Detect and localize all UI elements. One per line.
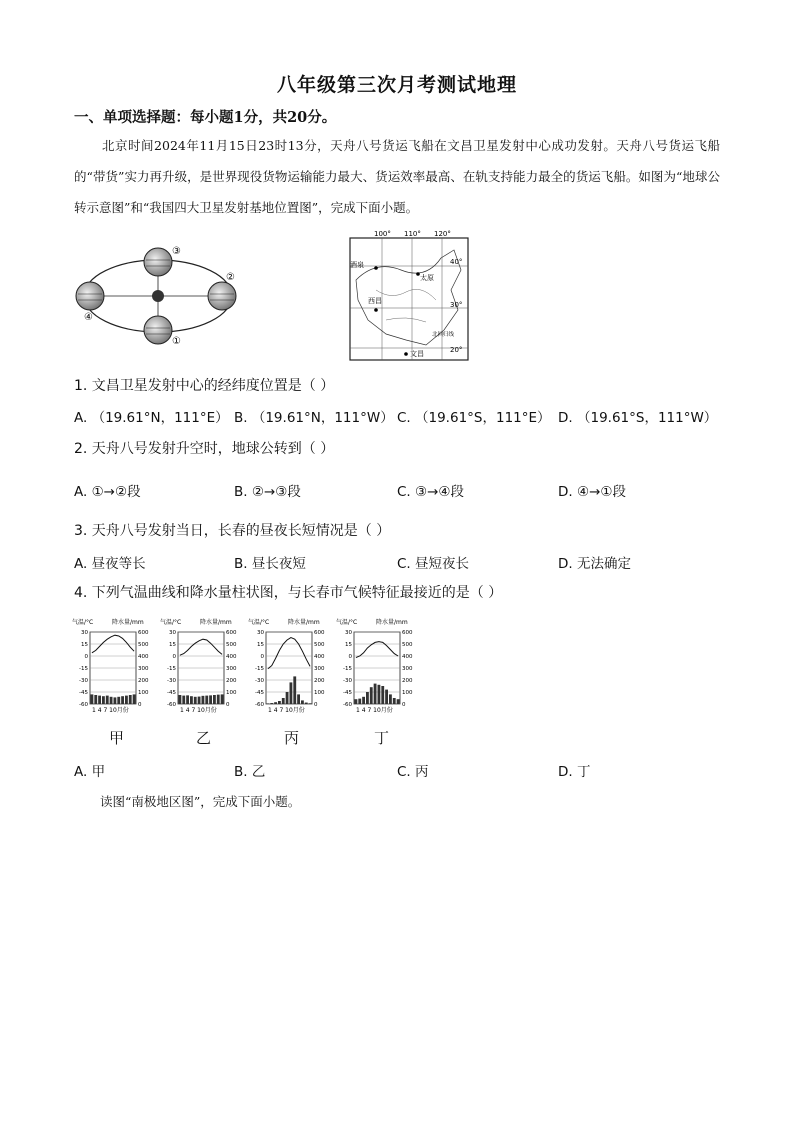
precip-bar [297, 694, 300, 704]
prec-axis-title: 降水量/mm [376, 619, 408, 626]
precip-bar [301, 700, 304, 704]
precip-bar [102, 696, 105, 704]
precip-bar [378, 685, 381, 704]
temp-tick-label: -60 [167, 702, 176, 708]
temp-tick-label: -60 [343, 702, 352, 708]
temp-axis-title: 气温/°C [336, 619, 358, 626]
precip-bar [366, 692, 369, 704]
q4-option-c[interactable]: C. 丙 [397, 764, 429, 780]
orbit-label-1: ① [172, 336, 181, 347]
temp-tick-label: -45 [79, 690, 88, 696]
q2-option-a[interactable]: A. ①→②段 [74, 484, 141, 500]
precip-bar [293, 676, 296, 704]
page-title: 八年级第三次月考测试地理 [276, 74, 517, 96]
month-axis-label: 1 4 7 10月份 [268, 707, 305, 714]
precip-bar [355, 699, 358, 704]
temp-tick-label: 15 [345, 642, 352, 648]
temp-tick-label: -30 [167, 678, 176, 684]
q4-option-d[interactable]: D. 丁 [558, 764, 591, 780]
globe-left [76, 282, 104, 310]
prec-tick-label: 300 [314, 666, 325, 672]
precip-bar [117, 697, 120, 704]
prec-tick-label: 400 [314, 654, 325, 660]
prec-tick-label: 300 [138, 666, 149, 672]
precip-bar [182, 696, 185, 704]
site-dot-wenchang [404, 352, 408, 356]
precip-bar [381, 686, 384, 704]
temp-tick-label: -60 [255, 702, 264, 708]
precip-bar [125, 696, 128, 704]
q3-option-a[interactable]: A. 昼夜等长 [74, 556, 146, 572]
site-dot-jiuquan [374, 266, 378, 270]
precip-bar [98, 696, 101, 704]
prec-tick-label: 0 [226, 702, 230, 708]
read-prompt: 读图“南极地区图”，完成下面小题。 [100, 794, 301, 809]
temp-tick-label: 30 [169, 630, 176, 636]
precip-bar [190, 696, 193, 704]
precip-bar [110, 697, 113, 704]
precip-bar [114, 697, 117, 704]
chart-name-jia: 甲 [109, 729, 125, 747]
prec-tick-label: 600 [226, 630, 237, 636]
precip-bar [91, 694, 94, 704]
lon-120: 120° [434, 230, 451, 238]
prec-tick-label: 200 [138, 678, 149, 684]
precip-bar [362, 697, 365, 704]
prec-tick-label: 400 [402, 654, 413, 660]
chart-name-ding: 丁 [374, 729, 390, 747]
precip-bar [397, 699, 400, 704]
temp-tick-label: 15 [81, 642, 88, 648]
precip-bar [305, 703, 308, 704]
orbit-label-2: ② [226, 272, 235, 283]
temp-tick-label: 15 [169, 642, 176, 648]
temp-tick-label: -30 [343, 678, 352, 684]
launch-sites-map [346, 230, 476, 364]
prec-tick-label: 600 [138, 630, 149, 636]
globe-right [208, 282, 236, 310]
precip-bar [217, 695, 220, 704]
prec-tick-label: 500 [314, 642, 325, 648]
prec-tick-label: 200 [314, 678, 325, 684]
precip-bar [374, 684, 377, 704]
q2-option-d[interactable]: D. ④→①段 [558, 484, 626, 500]
tropic-label: 北回归线 [432, 332, 455, 338]
temp-tick-label: 30 [257, 630, 264, 636]
q1-option-d[interactable]: D. （19.61°S，111°W） [558, 410, 718, 426]
prec-tick-label: 400 [138, 654, 149, 660]
precip-bar [358, 699, 361, 704]
temp-tick-label: 0 [348, 654, 352, 660]
temp-tick-label: 15 [257, 642, 264, 648]
temp-tick-label: -15 [79, 666, 88, 672]
month-axis-label: 1 4 7 10月份 [92, 707, 129, 714]
precip-bar [309, 703, 312, 704]
temp-tick-label: -60 [79, 702, 88, 708]
temp-tick-label: -45 [343, 690, 352, 696]
precip-bar [393, 698, 396, 704]
precip-bar [94, 695, 97, 704]
month-axis-label: 1 4 7 10月份 [356, 707, 393, 714]
temp-tick-label: -45 [167, 690, 176, 696]
temp-tick-label: 0 [172, 654, 176, 660]
q3-option-c[interactable]: C. 昼短夜长 [397, 556, 470, 572]
site-xichang: 西昌 [368, 297, 382, 305]
temp-tick-label: -15 [343, 666, 352, 672]
precip-bar [282, 698, 285, 704]
precip-bar [129, 695, 132, 704]
chart-name-bing: 丙 [284, 729, 300, 747]
earth-orbit-figure [72, 240, 244, 352]
temp-axis-title: 气温/°C [72, 619, 94, 626]
q3-option-b[interactable]: B. 昼长夜短 [234, 556, 306, 572]
prec-tick-label: 300 [402, 666, 413, 672]
precip-bar [370, 687, 373, 704]
q4-option-a[interactable]: A. 甲 [74, 764, 106, 780]
temp-tick-label: -30 [79, 678, 88, 684]
prec-tick-label: 300 [226, 666, 237, 672]
temp-tick-label: -30 [255, 678, 264, 684]
precip-bar [179, 695, 182, 704]
temp-tick-label: -45 [255, 690, 264, 696]
prec-tick-label: 500 [138, 642, 149, 648]
globe-bottom [144, 316, 172, 344]
precip-bar [389, 694, 392, 704]
q2-option-c[interactable]: C. ③→④段 [397, 484, 465, 500]
climate-charts [72, 616, 422, 720]
q1-option-c[interactable]: C. （19.61°S，111°E） [397, 410, 551, 426]
q1-option-a[interactable]: A. （19.61°N，111°E） [74, 410, 229, 426]
question-3-stem: 3. 天舟八号发射当日，长春的昼夜长短情况是（ ） [74, 523, 391, 539]
precip-bar [290, 682, 293, 704]
month-axis-label: 1 4 7 10月份 [180, 707, 217, 714]
lat-30: 30° [450, 301, 463, 309]
prec-tick-label: 100 [402, 690, 413, 696]
temp-tick-label: 0 [84, 654, 88, 660]
precip-bar [385, 690, 388, 704]
lat-40: 40° [450, 258, 463, 266]
temp-tick-label: -15 [255, 666, 264, 672]
temp-tick-label: 30 [345, 630, 352, 636]
precip-bar [286, 692, 289, 704]
prec-tick-label: 200 [226, 678, 237, 684]
temp-tick-label: 30 [81, 630, 88, 636]
prec-tick-label: 500 [402, 642, 413, 648]
precip-bar [186, 695, 189, 704]
precip-bar [194, 697, 197, 704]
temp-tick-label: 0 [260, 654, 264, 660]
q1-option-b[interactable]: B. （19.61°N，111°W） [234, 410, 394, 426]
orbit-label-3: ③ [172, 246, 181, 257]
prec-tick-label: 100 [226, 690, 237, 696]
prec-tick-label: 0 [138, 702, 142, 708]
prec-tick-label: 500 [226, 642, 237, 648]
prec-tick-label: 600 [402, 630, 413, 636]
precip-bar [106, 696, 109, 704]
precip-bar [267, 703, 270, 704]
precip-bar [213, 695, 216, 704]
prec-axis-title: 降水量/mm [288, 619, 320, 626]
temp-axis-title: 气温/°C [248, 619, 270, 626]
precip-bar [121, 696, 124, 704]
prec-tick-label: 100 [138, 690, 149, 696]
question-4-stem: 4. 下列气温曲线和降水量柱状图，与长春市气候特征最接近的是（ ） [74, 585, 503, 601]
prec-axis-title: 降水量/mm [112, 619, 144, 626]
site-jiuquan: 酒泉 [350, 261, 364, 269]
temperature-curve [268, 638, 310, 669]
question-2-stem: 2. 天舟八号发射升空时，地球公转到（ ） [74, 441, 335, 457]
temp-axis-title: 气温/°C [160, 619, 182, 626]
lon-100: 100° [374, 230, 391, 238]
temperature-curve [180, 639, 222, 655]
q2-option-b[interactable]: B. ②→③段 [234, 484, 301, 500]
site-dot-xichang [374, 308, 378, 312]
prec-tick-label: 0 [402, 702, 406, 708]
precip-bar [198, 697, 201, 704]
prec-tick-label: 200 [402, 678, 413, 684]
chart-name-yi: 乙 [196, 729, 212, 747]
precip-bar [133, 694, 136, 704]
prec-tick-label: 400 [226, 654, 237, 660]
q3-option-d[interactable]: D. 无法确定 [558, 556, 631, 572]
intro-paragraph: 北京时间2024年11月15日23时13分，天舟八号货运飞船在文昌卫星发射中心成功发射。天舟八号货运飞船的“带货”实力再升级，是世界现役货物运输能力最大、货运效率最高、在轨支持能力最全的货运飞船。如图为“地球公转示意图”和“我国四大卫星发射基地位置图”，完成下面小题。 [74, 138, 720, 215]
precip-bar [202, 696, 205, 704]
precip-bar [270, 703, 273, 704]
temp-tick-label: -15 [167, 666, 176, 672]
prec-tick-label: 100 [314, 690, 325, 696]
prec-tick-label: 0 [314, 702, 318, 708]
orbit-label-4: ④ [84, 312, 93, 323]
prec-tick-label: 600 [314, 630, 325, 636]
precip-bar [274, 702, 277, 704]
precip-bar [209, 695, 212, 704]
precip-bar [278, 701, 281, 704]
precip-bar [221, 694, 224, 704]
lat-20: 20° [450, 346, 463, 354]
site-wenchang: 文昌 [410, 350, 424, 358]
prec-axis-title: 降水量/mm [200, 619, 232, 626]
site-taiyuan: 太原 [420, 274, 434, 282]
globe-top [144, 248, 172, 276]
precip-bar [205, 696, 208, 704]
question-1-stem: 1. 文昌卫星发射中心的经纬度位置是（ ） [74, 378, 335, 394]
lon-110: 110° [404, 230, 421, 238]
q4-option-b[interactable]: B. 乙 [234, 764, 266, 780]
section-heading: 一、单项选择题：每小题1分，共20分。 [74, 109, 337, 126]
